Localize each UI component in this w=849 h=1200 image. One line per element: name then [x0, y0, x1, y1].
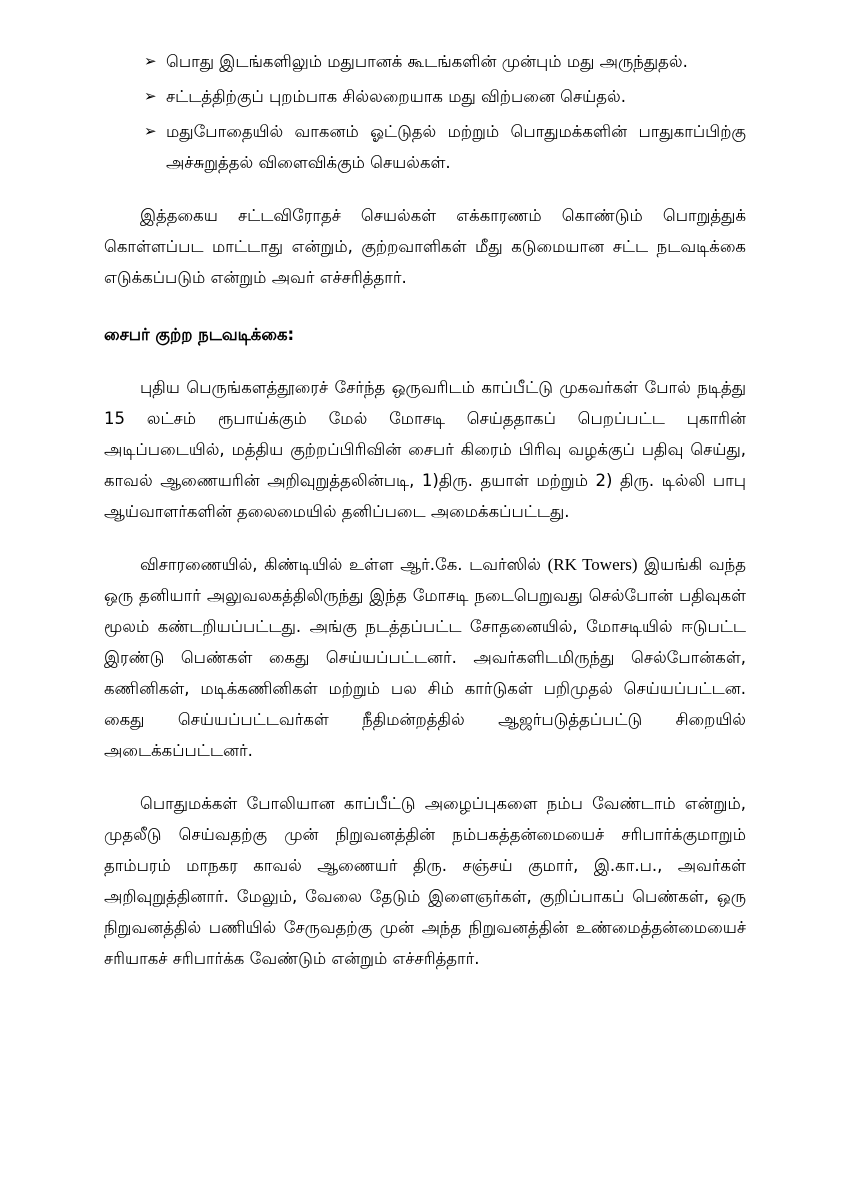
paragraph-complaint: புதிய பெருங்களத்தூரைச் சேர்ந்த ஒருவரிடம் காப்பீட்டு முகவர்கள் போல் நடித்து 15 லட்சம் ரூபாய்க்கும் மேல் மோசடி செய்ததாகப் பெறப்பட்ட புகாரின் அடிப்படையில், மத்திய குற்றப்பிரிவின் சைபர் கிரைம் பிரிவு வழக்குப் பதிவு செய்து, காவல் ஆணையரின் அறிவுறுத்தலின்படி, 1)திரு. தயாள் மற்றும் 2) திரு. டில்லி பாபு ஆய்வாளர்களின் தலைமையில் தனிப்படை அமைக்கப்பட்டது.: [104, 378, 746, 521]
investigation-text-end: இயங்கி வந்த ஒரு தனியார் அலுவலகத்திலிருந்து இந்த மோசடி நடைபெறுவது செல்போன் பதிவுகள் மூலம் கண்டறியப்பட்டது. அங்கு நடத்தப்பட்ட சோதனையில், மோசடியில் ஈடுபட்ட இரண்டு பெண்கள் கைது செய்யப்பட்டனர். அவர்களிடமிருந்து செல்போன்கள், கணினிகள், மடிக்கணினிகள் மற்றும் பல சிம் கார்டுகள் பறிமுதல் செய்யப்பட்டன. கைது செய்யப்பட்டவர்கள் நீதிமன்றத்தில் ஆஜர்படுத்தப்பட்டு சிறையில் அடைக்கப்பட்டனர்.: [104, 555, 746, 760]
bullet-text: பொது இடங்களிலும் மதுபானக் கூடங்களின் முன்பும் மது அருந்துதல்.: [166, 52, 688, 71]
investigation-text-start: விசாரணையில், கிண்டியில் உள்ள ஆர்.கே. டவர்ஸில்: [140, 555, 548, 574]
arrowhead-bullet-icon: ➢: [144, 87, 157, 105]
paragraph-investigation: [104, 549, 746, 766]
bullet-item: [104, 46, 746, 77]
paragraph-warning: இத்தகைய சட்டவிரோதச் செயல்கள் எக்காரணம் கொண்டும் பொறுத்துக் கொள்ளப்பட மாட்டாது என்றும், குற்றவாளிகள் மீது கடுமையான சட்ட நடவடிக்கை எடுக்கப்படும் என்றும் அவர் எச்சரித்தார்.: [104, 206, 746, 287]
arrowhead-bullet-icon: ➢: [144, 52, 157, 70]
bullet-item: [104, 81, 746, 112]
bullet-text: சட்டத்திற்குப் புறம்பாக சில்லறையாக மது விற்பனை செய்தல்.: [166, 87, 626, 106]
section-heading-cyber-crime: சைபர் குற்ற நடவடிக்கை:: [104, 325, 295, 344]
arrowhead-bullet-icon: ➢: [144, 122, 157, 140]
bullet-item: [104, 116, 746, 178]
paragraph-public-advice: பொதுமக்கள் போலியான காப்பீட்டு அழைப்புகளை நம்ப வேண்டாம் என்றும், முதலீடு செய்வதற்கு முன் நிறுவனத்தின் நம்பகத்தன்மையைச் சரிபார்க்குமாறும் தாம்பரம் மாநகர காவல் ஆணையர் திரு. சஞ்சய் குமார், இ.கா.ப., அவர்கள் அறிவுறுத்தினார். மேலும், வேலை தேடும் இளைஞர்கள், குறிப்பாகப் பெண்கள், ஒரு நிறுவனத்தில் பணியில் சேருவதற்கு முன் அந்த நிறுவனத்தின் உண்மைத்தன்மையைச் சரியாகச் சரிபார்க்க வேண்டும் என்றும் எச்சரித்தார்.: [104, 794, 746, 968]
rk-towers-label: (RK Towers): [547, 555, 638, 574]
document-page: [104, 46, 746, 974]
bullet-list: [104, 46, 746, 178]
bullet-text: மதுபோதையில் வாகனம் ஓட்டுதல் மற்றும் பொதுமக்களின் பாதுகாப்பிற்கு அச்சுறுத்தல் விளைவிக்கும் செயல்கள்.: [166, 122, 746, 172]
